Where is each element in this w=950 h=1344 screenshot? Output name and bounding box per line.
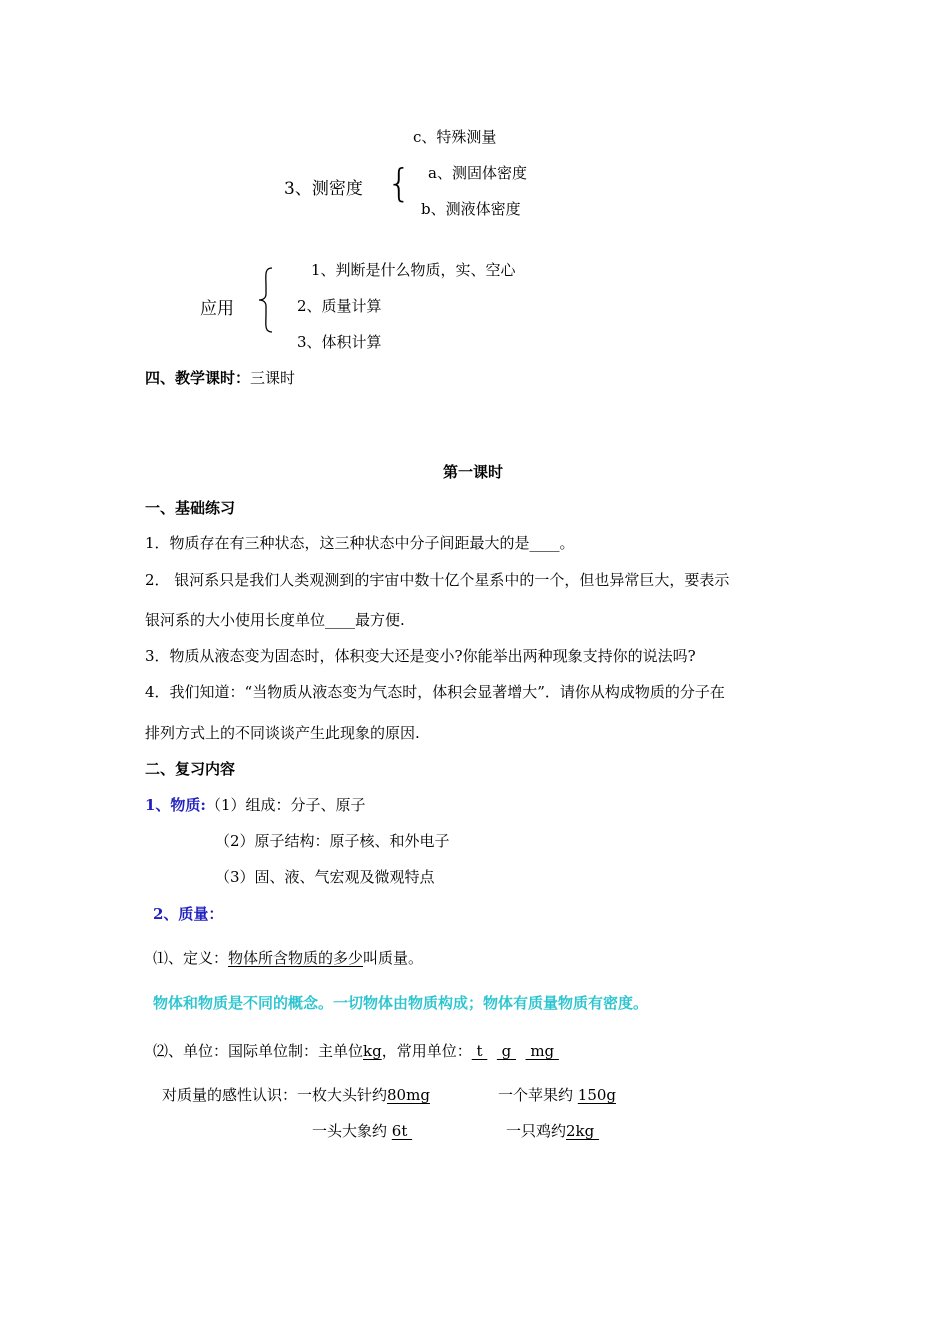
- question-4-line2: 排列方式上的不同谈谈产生此现象的原因.: [145, 724, 420, 742]
- elephant-value: 6t: [391, 1122, 413, 1140]
- elephant-label: 一头大象约: [312, 1122, 388, 1140]
- brace-application: [256, 266, 278, 334]
- question-2-line2: 银河系的大小使用长度单位____最方便.: [145, 611, 405, 629]
- unit-main: kg: [363, 1042, 382, 1060]
- lesson-title: 第一课时: [443, 463, 504, 481]
- mass-perception-chicken: [506, 1122, 599, 1140]
- question-2-line1: 2． 银河系只是我们人类观测到的宇宙中数十亿个星系中的一个，但也异常巨大，要表示: [145, 571, 730, 589]
- mass-def-prefix: ⑴、定义：: [153, 949, 229, 967]
- apple-label: 一个苹果约: [498, 1086, 574, 1104]
- unit-g: g: [496, 1042, 516, 1060]
- outline-measure-b: b、测液体密度: [421, 200, 521, 218]
- matter-label: 1、物质:: [145, 796, 206, 814]
- outline-app-2: 2、质量计算: [297, 297, 382, 315]
- matter-line-1: [145, 796, 366, 814]
- section4-value: 三课时: [250, 369, 296, 387]
- mass-units: [153, 1042, 559, 1060]
- pin-value: 80mg: [387, 1086, 430, 1104]
- mass-perception-pin: [162, 1086, 430, 1104]
- mass-perception-elephant: [312, 1122, 412, 1140]
- chicken-value: 2kg: [566, 1122, 600, 1140]
- outline-app-1: 1、判断是什么物质，实、空心: [311, 261, 516, 279]
- unit-prefix: ⑵、单位：国际单位制：主单位: [153, 1042, 364, 1060]
- outline-measure-c: c、特殊测量: [413, 128, 497, 146]
- mass-perception-apple: [498, 1086, 616, 1104]
- outline-measure-density-label: 3、测密度: [284, 179, 363, 199]
- matter-item-1: （1）组成：分子、原子: [205, 796, 366, 814]
- matter-item-3: （3）固、液、气宏观及微观特点: [215, 868, 435, 886]
- basic-practice-heading: 一、基础练习: [145, 499, 236, 517]
- outline-app-3: 3、体积计算: [297, 333, 382, 351]
- mass-note: 物体和物质是不同的概念。一切物体由物质构成；物体有质量物质有密度。: [153, 994, 649, 1012]
- question-4-line1: 4．我们知道：“当物质从液态变为气态时，体积会显著增大”．请你从构成物质的分子在: [145, 683, 725, 701]
- outline-application-label: 应用: [200, 299, 234, 319]
- unit-mid: ，常用单位：: [381, 1042, 472, 1060]
- question-3: 3．物质从液态变为固态时，体积变大还是变小?你能举出两种现象支持你的说法吗?: [145, 647, 696, 665]
- unit-mg: mg: [525, 1042, 559, 1060]
- review-heading: 二、复习内容: [145, 760, 236, 778]
- unit-t: t: [471, 1042, 488, 1060]
- mass-def-underlined: 物体所含物质的多少: [228, 949, 364, 967]
- brace-measure-density: {: [387, 161, 412, 205]
- mass-definition: [153, 949, 423, 967]
- section4-heading: 四、教学课时：: [145, 369, 251, 387]
- apple-value: 150g: [577, 1086, 617, 1104]
- outline-measure-a: a、测固体密度: [428, 164, 527, 182]
- mass-def-suffix: 叫质量。: [363, 949, 424, 967]
- perception-label: 对质量的感性认识：一枚大头针约: [162, 1086, 388, 1104]
- matter-item-2: （2）原子结构：原子核、和外电子: [215, 832, 450, 850]
- question-1: 1．物质存在有三种状态，这三种状态中分子间距最大的是____。: [145, 534, 575, 552]
- chicken-label: 一只鸡约: [506, 1122, 567, 1140]
- mass-label: 2、质量：: [153, 905, 224, 923]
- section4-line: [145, 369, 295, 387]
